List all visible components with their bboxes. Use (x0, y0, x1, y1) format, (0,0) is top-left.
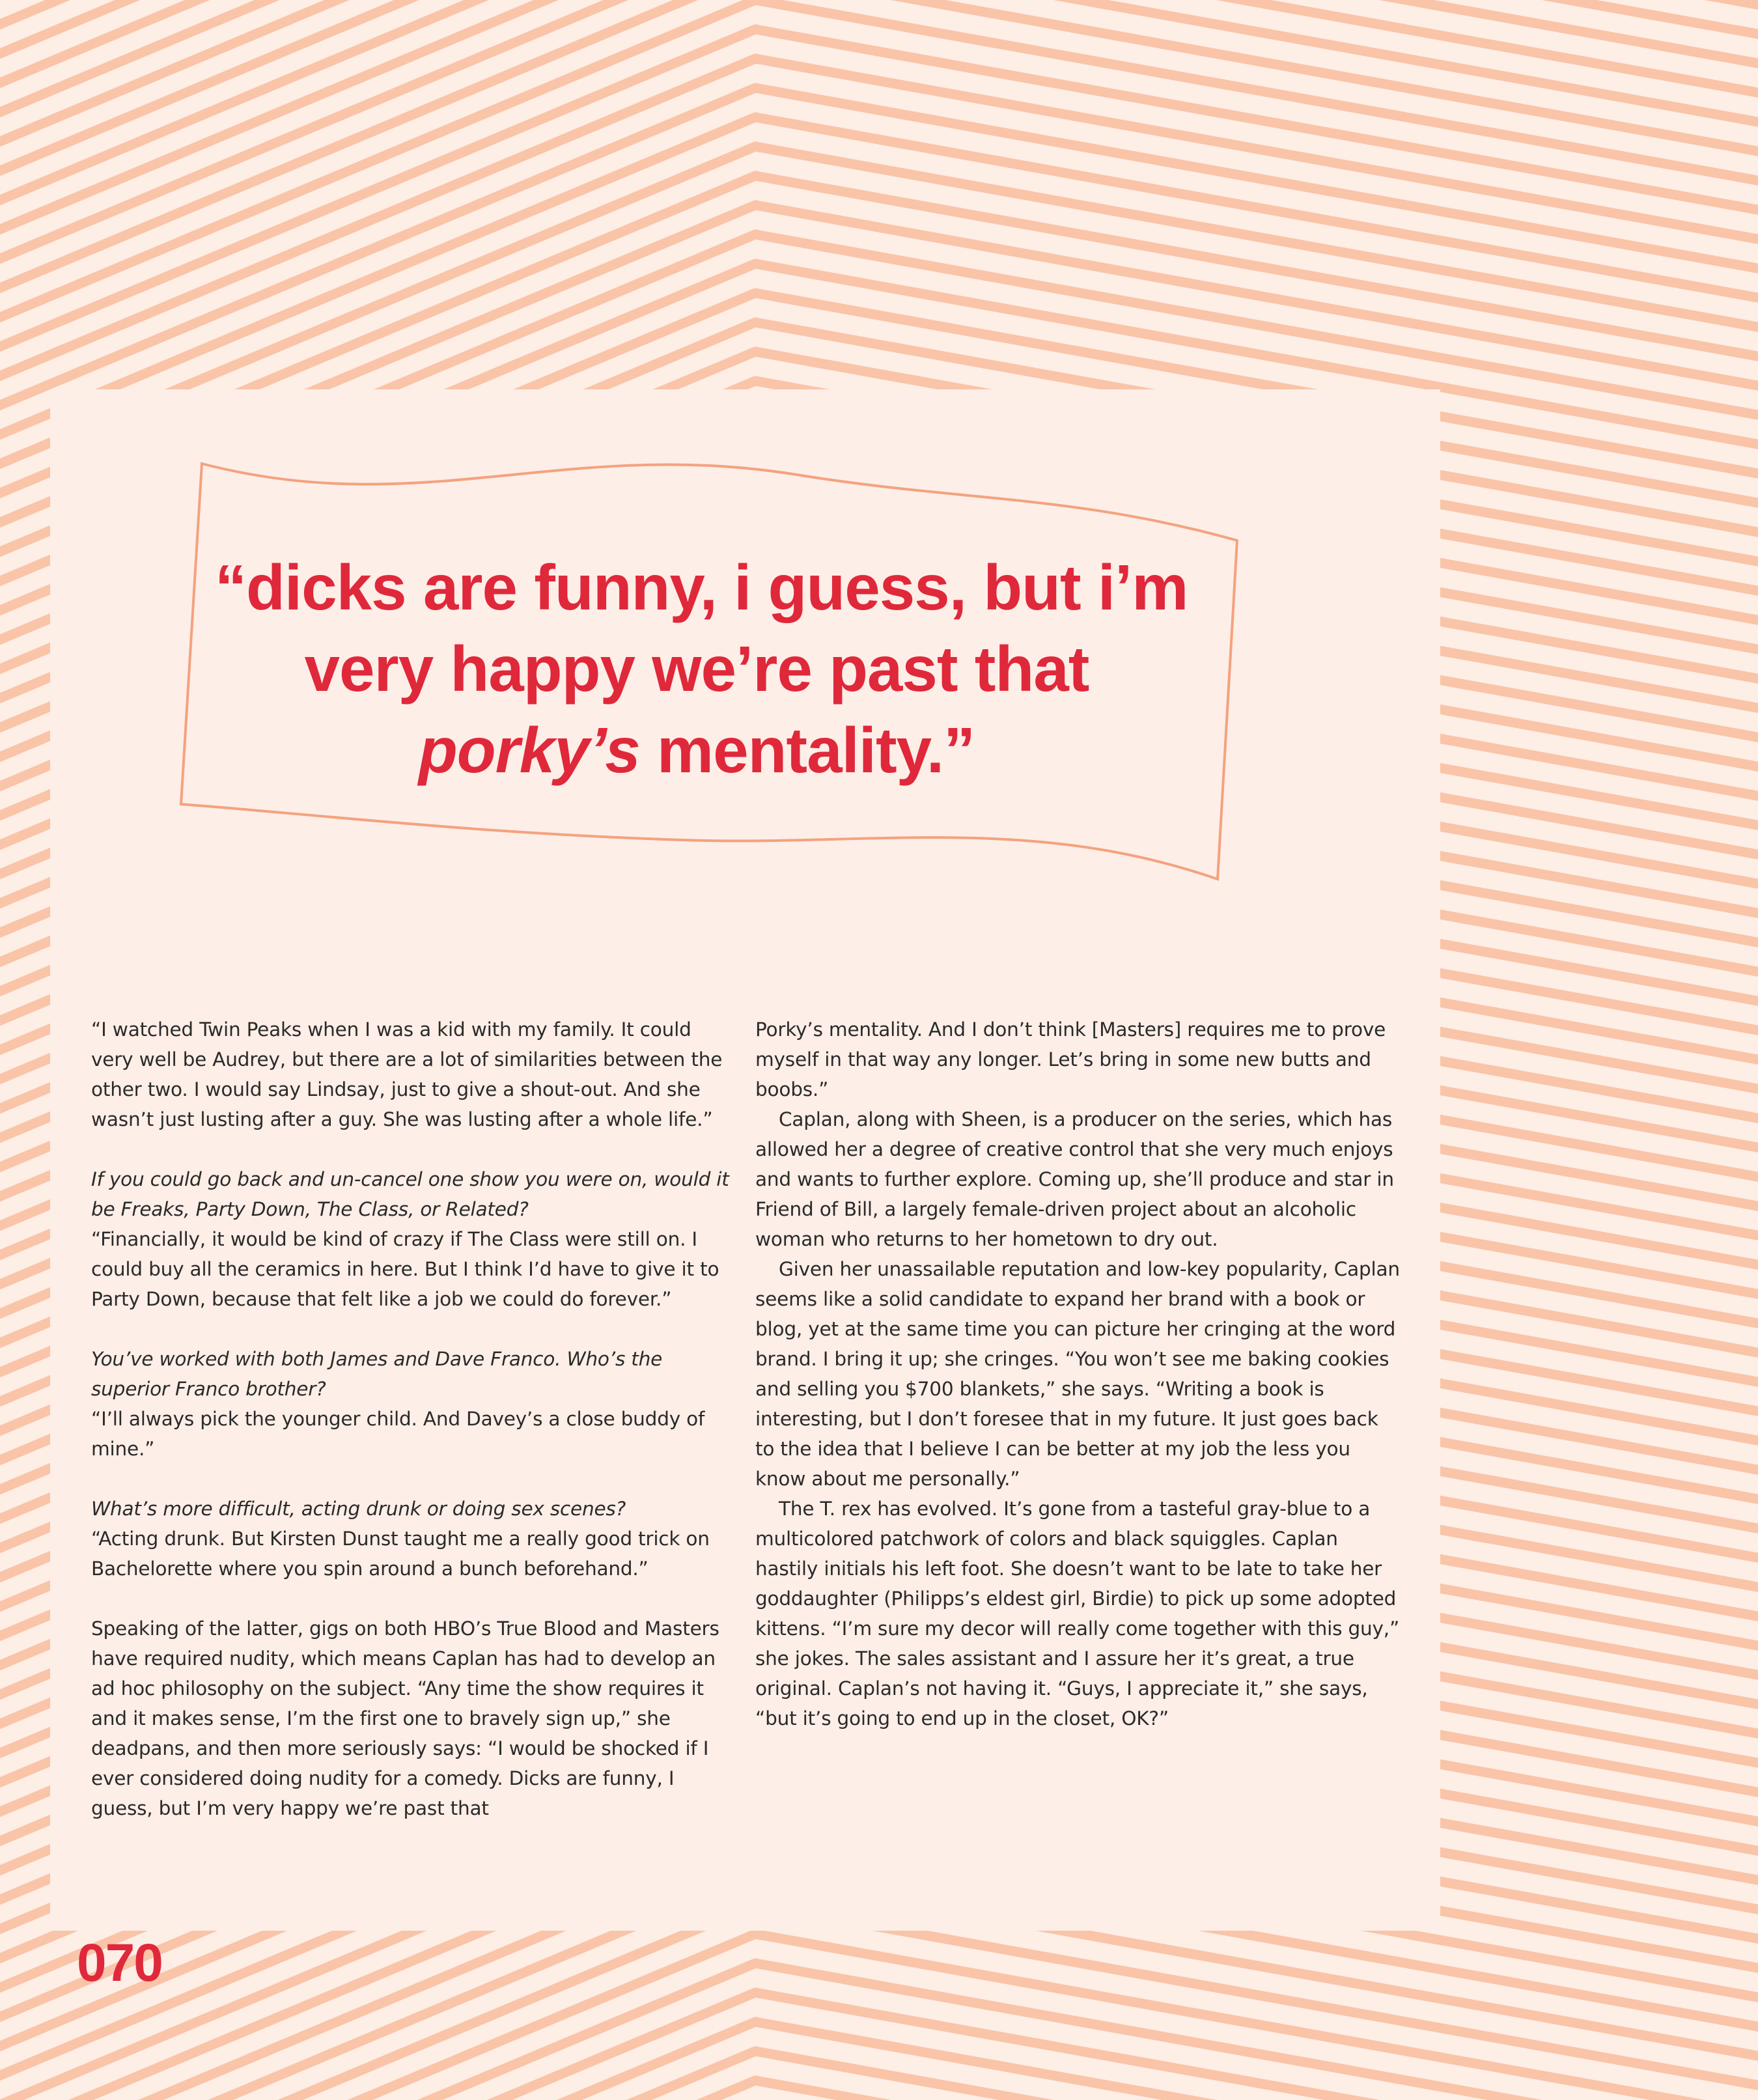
pull-quote-italic: porky’s (418, 714, 640, 786)
right-paragraph-4: The T. rex has evolved. It’s gone from a tasteful gray-blue to a multicolored patchwork of colors and black squiggles. Caplan hastily initials his left foot. She doesn’t want to be late to take her goddaughter (Philipps’s eldest girl, Birdie) to pick up some adopted kittens. “I’m sure my decor will really come together with this guy,” she jokes. The sales assistant and I assure her it’s great, a true original. Caplan’s not having it. “Guys, I appreciate it,” she says, “but it’s going to end up in the closet, OK?” (755, 1498, 1400, 1729)
left-paragraph-1: “I watched Twin Peaks when I was a kid with my family. It could very well be Audrey, but there are a lot of similarities between the other two. I would say Lindsay, just to give a shout-out. And she wasn’t just lusting after a guy. She was lusting after a whole life.” (91, 1018, 723, 1130)
article-right-column (755, 1015, 1400, 1733)
interview-answer-1: “Financially, it would be kind of crazy if The Class were still on. I could buy all the ceramics in here. But I think I’d have to give it to Party Down, because that felt like a job we could do forever.” (91, 1228, 719, 1310)
article-left-column (91, 1015, 736, 1823)
interview-question-1: If you could go back and un-cancel one show you were on, would it be Freaks, Party Down, The Class, or Related? (91, 1168, 729, 1220)
interview-question-2: You’ve worked with both James and Dave Franco. Who’s the superior Franco brother? (91, 1348, 663, 1400)
pull-quote-line-3 (215, 710, 1179, 791)
left-paragraph-2: Speaking of the latter, gigs on both HBO’s True Blood and Masters have required nudity, which means Caplan has had to develop an ad hoc philosophy on the subject. “Any time the show requires it and it makes sense, I’m the first one to bravely sign up,” she deadpans, and then more seriously says: “I would be shocked if I ever considered doing nudity for a comedy. Dicks are funny, I guess, but I’m very happy we’re past that (91, 1617, 719, 1819)
interview-answer-2: “I’ll always pick the younger child. And Davey’s a close buddy of mine.” (91, 1408, 705, 1460)
interview-answer-3: “Acting drunk. But Kirsten Dunst taught me a really good trick on Bachelorette where you spin around a bunch beforehand.” (91, 1528, 710, 1580)
page-number: 070 (77, 1933, 162, 1993)
right-paragraph-2: Caplan, along with Sheen, is a producer on the series, which has allowed her a degree of creative control that she very much enjoys and wants to further explore. Coming up, she’ll produce and star in Friend of Bill, a largely female-driven project about an alcoholic woman who returns to her hometown to dry out. (755, 1108, 1394, 1250)
right-paragraph-1: Porky’s mentality. And I don’t think [Masters] requires me to prove myself in that way any longer. Let’s bring in some new butts and boobs.” (755, 1018, 1386, 1100)
interview-question-3: What’s more difficult, acting drunk or doing sex scenes? (91, 1498, 626, 1520)
pull-quote-line-2: very happy we’re past that (304, 633, 1089, 705)
right-paragraph-3: Given her unassailable reputation and low-key popularity, Caplan seems like a solid candidate to expand her brand with a book or blog, yet at the same time you can picture her cringing at the word brand. I bring it up; she cringes. “You won’t see me baking cookies and selling you $700 blankets,” she says. “Writing a book is interesting, but I don’t foresee that in my future. It just goes back to the idea that I believe I can be better at my job the less you know about me personally.” (755, 1258, 1400, 1490)
pull-quote-line-1: “dicks are funny, i guess, but i’m (215, 552, 1188, 623)
pull-quote-rest: mentality.” (639, 714, 975, 786)
pull-quote (215, 547, 1188, 791)
